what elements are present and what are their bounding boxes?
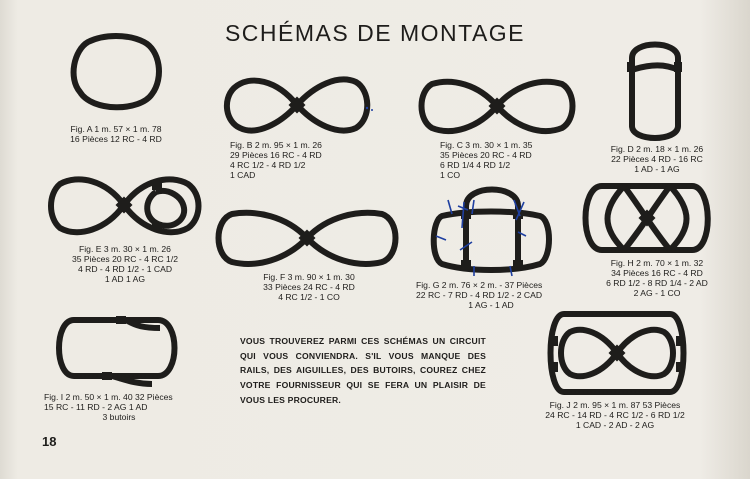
figure-h-dimensions: Fig. H 2 m. 70 × 1 m. 32 — [610, 258, 704, 268]
track-diagram-f — [212, 206, 402, 270]
figure-e-parts-3: 1 AD 1 AG — [104, 274, 146, 284]
track-diagram-b — [222, 72, 372, 138]
figure-j-dimensions: Fig. J 2 m. 95 × 1 m. 87 53 Pièces — [549, 400, 681, 410]
figure-e-parts-2: 4 RD - 4 RD 1/2 - 1 CAD — [77, 264, 173, 274]
figure-g-caption — [416, 280, 566, 310]
figure-c-parts-2: 6 RD 1/4 4 RD 1/2 — [440, 160, 511, 170]
figure-d-dimensions: Fig. D 2 m. 18 × 1 m. 26 — [610, 144, 704, 154]
track-diagram-j — [546, 310, 688, 396]
figure-h-caption — [596, 258, 718, 298]
track-diagram-d — [622, 36, 688, 146]
figure-d-caption — [596, 144, 718, 174]
figure-b-parts-3: 1 CAD — [230, 170, 256, 180]
page-number: 18 — [42, 434, 57, 449]
track-diagram-c — [416, 74, 578, 138]
figure-j-parts-2: 1 CAD - 2 AD - 2 AG — [575, 420, 655, 430]
figure-j-parts: 24 RC - 14 RD - 4 RC 1/2 - 6 RD 1/2 — [545, 410, 685, 420]
figure-g-dimensions: Fig. G 2 m. 76 × 2 m. - 37 Pièces — [416, 280, 543, 290]
figure-b-parts: 29 Pièces 16 RC - 4 RD — [230, 150, 322, 160]
track-diagram-a — [66, 32, 166, 120]
figure-i-caption — [44, 392, 194, 422]
track-diagram-e — [48, 170, 204, 240]
figure-c-parts-3: 1 CO — [440, 170, 461, 180]
figure-b-caption — [230, 140, 352, 180]
figure-f-parts: 33 Pièces 24 RC - 4 RD — [263, 282, 355, 292]
figure-f-dimensions: Fig. F 3 m. 90 × 1 m. 30 — [263, 272, 355, 282]
figure-a-dimensions: Fig. A 1 m. 57 × 1 m. 78 — [70, 124, 162, 134]
track-diagram-i — [56, 314, 180, 386]
figure-h-parts: 34 Pièces 16 RC - 4 RD — [611, 268, 703, 278]
figure-g-parts: 22 RC - 7 RD - 4 RD 1/2 - 2 CAD — [416, 290, 543, 300]
figure-d-parts-2: 1 AD - 1 AG — [634, 164, 680, 174]
figure-e-caption — [64, 244, 186, 284]
figure-j-caption — [540, 400, 690, 430]
figure-e-dimensions: Fig. E 3 m. 30 × 1 m. 26 — [79, 244, 171, 254]
track-diagram-h — [582, 180, 712, 256]
intro-paragraph: VOUS TROUVEREZ PARMI CES SCHÉMAS UN CIRCUIT QUI VOUS CONVIENDRA. S'IL VOUS MANQUE DES RAILS, DES AIGUILLES, DES BUTOIRS, COUREZ CHEZ VOTRE FOURNISSEUR QUI SE FERA UN PLAISIR DE VOUS LES PROCURER. — [240, 336, 486, 405]
figure-h-parts-3: 2 AG - 1 CO — [633, 288, 681, 298]
figure-i-parts-2: 3 butoirs — [102, 412, 136, 422]
figure-i-parts: 15 RC - 11 RD - 2 AG 1 AD — [44, 402, 148, 412]
figure-b-parts-2: 4 RC 1/2 - 4 RD 1/2 — [230, 160, 306, 170]
figure-e-parts: 35 Pièces 20 RC - 4 RC 1/2 — [71, 254, 179, 264]
figure-c-dimensions: Fig. C 3 m. 30 × 1 m. 35 — [440, 140, 533, 150]
figure-c-parts: 35 Pièces 20 RC - 4 RD — [440, 150, 532, 160]
page-title: SCHÉMAS DE MONTAGE — [224, 20, 526, 46]
figure-a-parts: 16 Pièces 12 RC - 4 RD — [70, 134, 162, 144]
figure-a-caption — [56, 124, 176, 144]
track-diagram-g — [428, 180, 554, 276]
figure-d-parts: 22 Pièces 4 RD - 16 RC — [611, 154, 703, 164]
figure-b-dimensions: Fig. B 2 m. 95 × 1 m. 26 — [230, 140, 322, 150]
figure-f-caption — [248, 272, 370, 302]
figure-f-parts-2: 4 RC 1/2 - 1 CO — [278, 292, 340, 302]
figure-i-dimensions: Fig. I 2 m. 50 × 1 m. 40 32 Pièces — [44, 392, 173, 402]
figure-g-parts-2: 1 AG - 1 AD — [468, 300, 514, 310]
figure-h-parts-2: 6 RD 1/2 - 8 RD 1/4 - 2 AD — [606, 278, 708, 288]
figure-c-caption — [440, 140, 562, 180]
